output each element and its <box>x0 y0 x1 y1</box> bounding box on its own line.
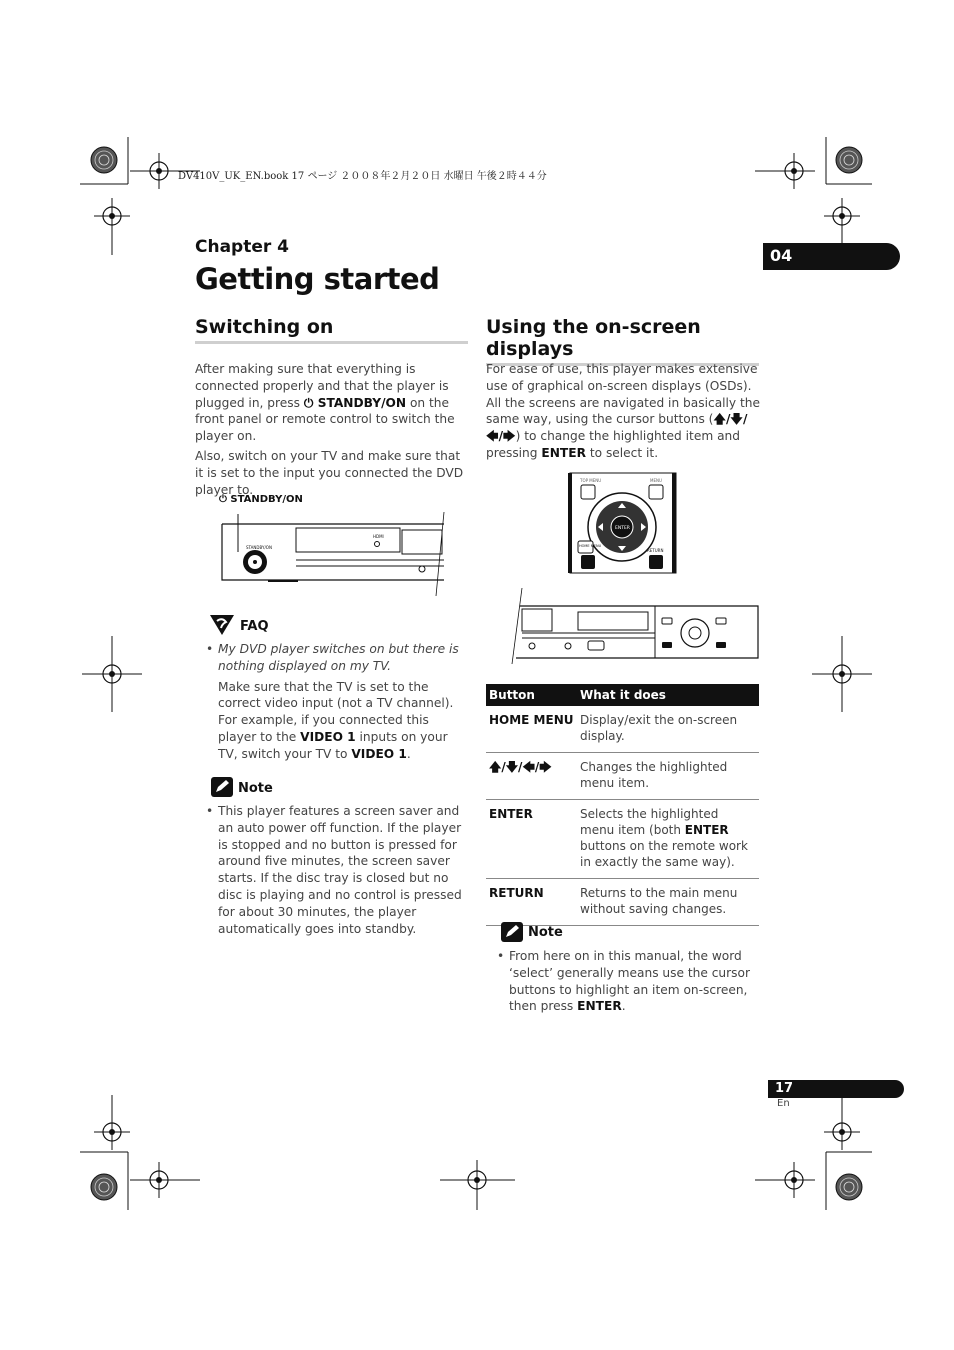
table-row <box>486 706 759 753</box>
page-number-tab <box>768 1080 904 1098</box>
table-cell-desc: Selects the highlighted menu item (both ENTER buttons on the remote work in exactly the same way). <box>577 800 759 879</box>
chapter-label: Chapter 4 <box>195 237 290 257</box>
player-front-panel-illustration <box>510 586 762 666</box>
note-item-right: • From here on in this manual, the word ‘select’ generally means use the cursor buttons to highlight an item on-screen, then press ENTER. <box>509 948 754 1015</box>
chapter-tab <box>763 243 900 270</box>
faq-icon <box>208 613 236 637</box>
table-cell-key: HOME MENU <box>486 706 577 753</box>
table-cell-key: 🡅/🡇/🡄/🡆 <box>486 753 577 800</box>
return-label: RETURN <box>647 548 664 553</box>
faq-answer: Make sure that the TV is set to the correct video input (not a TV channel). For example, if you connected this player to the VIDEO 1 inputs on your TV, switch your TV to VIDEO 1. <box>218 679 454 761</box>
section-heading-osd: Using the on-screen displays <box>486 316 759 366</box>
svg-text:STANDBY/ON: STANDBY/ON <box>246 545 272 550</box>
table-row <box>486 753 759 800</box>
home-menu-label: HOME MENU <box>579 544 602 548</box>
print-header: DV410V_UK_EN.book 17 ページ ２００８年２月２０日 水曜日 午後２時４４分 <box>178 171 547 182</box>
page-number: 17 <box>775 1081 794 1096</box>
table-cell-desc: Changes the highlighted menu item. <box>577 753 759 800</box>
table-cell-desc: Returns to the main menu without saving changes. <box>577 879 759 926</box>
table-header-what: What it does <box>577 684 759 706</box>
note-pencil-icon <box>211 777 233 797</box>
remote-control-illustration <box>568 471 678 575</box>
note-title-left: Note <box>238 781 273 796</box>
table-cell-key: RETURN <box>486 879 577 926</box>
note-item-left: • This player features a screen saver and an auto power off function. If the player is stopped and no button is pressed for around five minutes, the screen saver starts. If the disc tray is closed but no disc is playing and no control is pressed for about 30 minutes, the player automatically goes into standby. <box>218 803 470 937</box>
top-menu-label: TOP MENU <box>580 478 602 483</box>
page-language: En <box>777 1098 790 1109</box>
table-row <box>486 879 759 926</box>
table-row <box>486 800 759 879</box>
note-title-right: Note <box>528 925 563 940</box>
svg-text:HDMI: HDMI <box>373 534 384 539</box>
front-panel-illustration <box>218 506 450 600</box>
button-function-table <box>486 684 759 926</box>
section-heading-switching-on: Switching on <box>195 316 468 344</box>
note-text-right: From here on in this manual, the word ‘select’ generally means use the cursor buttons to highlight an item on-screen, then press ENTER. <box>509 949 750 1014</box>
faq-question: My DVD player switches on but there is nothing displayed on my TV. <box>218 642 459 673</box>
chapter-tab-number: 04 <box>770 246 793 265</box>
switching-on-para1: After making sure that everything is connected properly and that the player is plugged in, press ⏻ STANDBY/ON on the front panel or remote control to switch the player on. <box>195 362 455 444</box>
table-cell-key: ENTER <box>486 800 577 879</box>
faq-title: FAQ <box>240 619 269 634</box>
note-text-left: This player features a screen saver and an auto power off function. If the player is stopped and no button is pressed for around five minutes, the screen saver starts. If the disc tray is closed but no disc is playing and no control is pressed for about 30 minutes, the player automatically goes into standby. <box>218 804 462 936</box>
menu-label: MENU <box>650 478 662 483</box>
table-header-button: Button <box>486 684 577 706</box>
faq-item: • My DVD player switches on but there is nothing displayed on my TV. Make sure that the TV is set to the correct video input (not a TV channel). For example, if you connected this player to the VIDEO 1 inputs on your TV, switch your TV to VIDEO 1. <box>218 641 470 763</box>
osd-para: For ease of use, this player makes extensive use of graphical on-screen displays (OSDs). All the screens are navigated in basically the same way, using the cursor buttons (🡅/🡇/🡄/🡆) to change the highlighted item and pressing ENTER to select it. <box>486 362 761 460</box>
table-header-row <box>486 684 759 706</box>
table-cell-desc: Display/exit the on-screen display. <box>577 706 759 753</box>
note-pencil-icon <box>501 922 523 942</box>
standby-figure-label: ⏻ STANDBY/ON <box>219 494 303 505</box>
osd-body <box>486 361 761 462</box>
enter-key-label: ENTER <box>615 526 630 531</box>
switching-on-body <box>195 361 470 498</box>
switching-on-para2: Also, switch on your TV and make sure that it is set to the input you connected the DVD player to. <box>195 448 464 497</box>
page-title: Getting started <box>195 262 440 296</box>
